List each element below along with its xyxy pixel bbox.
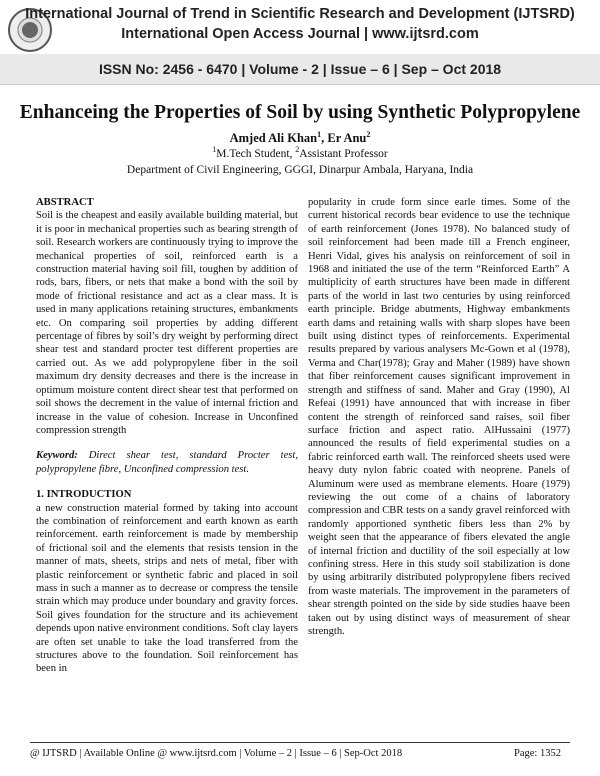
issn-line: ISSN No: 2456 - 6470 | Volume - 2 | Issue – 6 | Sep – Oct 2018 [98,61,502,77]
author-2-sup: 2 [366,129,371,139]
role-2-sup: 2 [295,145,300,155]
journal-subtitle: International Open Access Journal | www.ijtsrd.com [121,26,479,42]
keywords-label: Keyword: [36,450,78,462]
keywords [36,449,298,476]
author-1-sup: 1 [317,129,322,139]
role-2: Assistant Professor [299,148,388,160]
page-number: Page: 1352 [514,748,561,759]
author-1: Amjed Ali Khan [229,131,318,145]
role-1: M.Tech Student, [216,148,296,160]
abstract-heading: ABSTRACT [36,197,94,208]
footer-citation: @ IJTSRD | Available Online @ www.ijtsrd.com | Volume – 2 | Issue – 6 | Sep-Oct 2018 [30,748,403,759]
journal-name: International Journal of Trend in Scientific Research and Development (IJTSRD) [25,6,575,22]
introduction-continued: popularity in crude form since earle times. Some of the current historical records bear evidence to use the technique of earth reinforcement (Jones 1978). No balanced study of soil reinforcement had been made till a French engineer, Henri Vidal, gives his analysis on reinforcement of soil in 1968 and initiated the use of the term “Reinforced Earth” A multiplicity of earth structures have been made in different parts of the world in last two centuries by using reinforced earth principle. Bridge abutments, Highway embankments earth dams and retaining walls with sharp slopes have been built using distinct types of reinforcements. Experimental results prepared by various analysers Mc-Gown et al (1978), Verma and Char(1978); Gray and Maher (1989) have shown that fiber reinforcement causes significant improvement in strength and stiffness of sand. Maher and Gray (1990), Al Refeai (1991) have announced that with increase in fiber content the strength of reinforced sand raises, soil fiber surface friction and aspect ratio. AlHussaini (1977) announced the results of field experimental studies on a fabric reinforced earth wall. The reinforced sheets used were heavy duty nylon fabric coated with neoprene. Panels of Aluminum were used as membrane elements. Hoare (1979) reviewing the out come of a chains of laboratory compression and CBR tests on a sandy gravel reinforced with randomly apportioned synthetic fibers less than 2% by weight seen that the appearance of fibers elevated the angle of internal friction and ductility of the soil especially at low confining stress. Here in this study soil stabilization is done by using arbitrarily distributed polypropylene fibers recived from waste materials. The improvement in the parameters of shear strength pointed on the side by side studies haave been taken out by using distinct ways of measurement of shear strength. [308,197,570,637]
affiliation: Department of Civil Engineering, GGGI, Dinarpur Ambala, Haryana, India [126,164,474,176]
right-column [308,196,570,638]
abstract-text: Soil is the cheapest and easily available building material, but it is poor in mechanical properties such as bearing strength of soil. Research workers are continuously trying to improve the mechanical properties of soil, reinforced earth is a construction material having soil fill, toughen by addition of rods, bars, fibers, or nets that make a bond with the soil by mode of frictional resistance and act as a clear mass. It is used in many applications retaining structures, embankments etc. On comparing soil properties by adding different percentage of fibres by soil’s dry weight by performing direct shear test and standard procter test different properties are carried out. As we add polypropylene fiber in the soil maximum dry density decreases and there is the increase in optimum moisture content direct shear test that performed on soil shows the decrement in the value of internal friction and increase in the value of cohesion. Increase in Unconfined compression strength [36,210,298,436]
introduction-heading: 1. INTRODUCTION [36,489,132,501]
journal-header [0,0,600,85]
author-roles [0,145,600,160]
keywords-text: Direct shear test, standard Procter test, polypropylene fibre, Unconfined compression test. [36,450,298,475]
author-2: Er Anu [327,131,367,145]
role-1-sup: 1 [212,145,217,155]
author-line: Amjed Ali Khan$^1$, Er Anu$^2$ [229,129,371,145]
paper-title: Enhanceing the Properties of Soil by using Synthetic Polypropylene [19,102,581,123]
footer-divider [30,742,570,743]
introduction-text: a new construction material formed by taking into account the combination of reinforcement and earth known as earth reinforcement. earth reinforcement is made by membership of frictional soil and the elements that resists tension in the manner of mats, sheets, strips and nets of metal, fiber with plastic reinforcement or synthetic fabric and placed in soil mass in such a manner as to decrease or compress the tensile strain which may produce under boundary and gravity forces. Soil gives foundation for the structure and its achievement depends upon native environment conditions. Soft clay layers are often set unable to take the load transferred from the structures above to the foundation. Soil reinforcement has been in [36,502,298,675]
left-column [36,196,298,676]
